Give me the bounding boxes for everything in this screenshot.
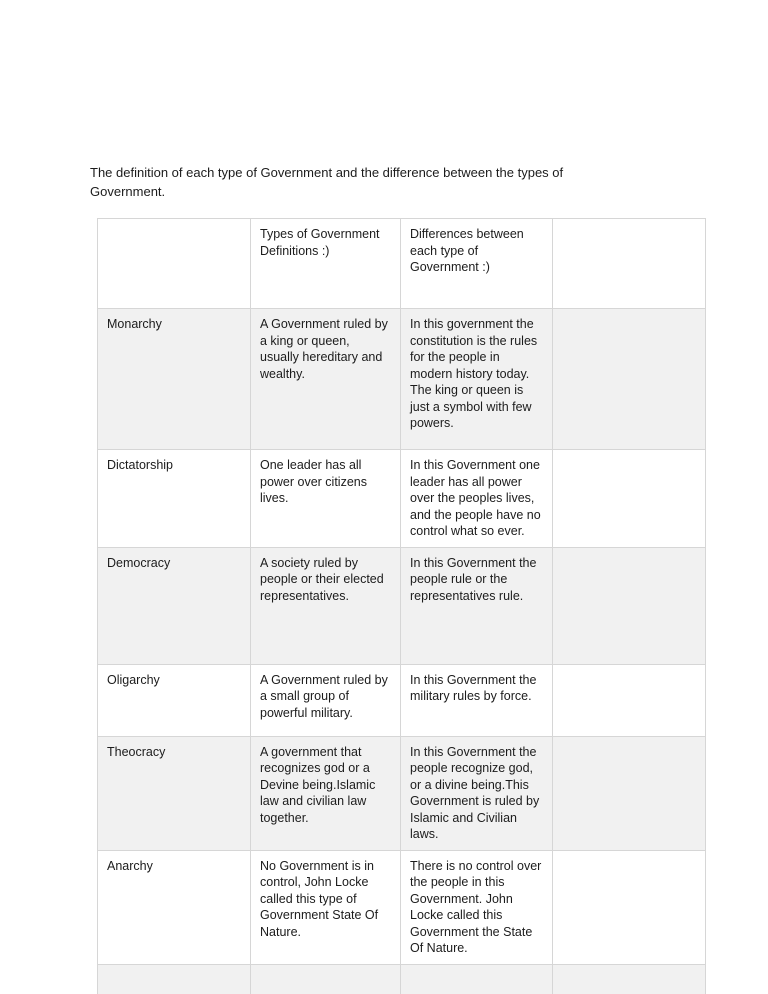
table-row-dictatorship [98, 450, 706, 548]
cell-difference: There is no control over the people in this Government. John Locke called this Government the State Of Nature. [401, 850, 553, 964]
cell-empty [98, 964, 251, 994]
table-row-oligarchy [98, 664, 706, 736]
cell-extra [553, 664, 706, 736]
table-row-monarchy [98, 309, 706, 450]
cell-empty [553, 964, 706, 994]
cell-definition: One leader has all power over citizens lives. [251, 450, 401, 548]
cell-empty [251, 964, 401, 994]
cell-definition: A society ruled by people or their elected representatives. [251, 547, 401, 664]
cell-extra [553, 450, 706, 548]
cell-type: Theocracy [98, 736, 251, 850]
cell-extra [553, 736, 706, 850]
cell-empty [401, 964, 553, 994]
cell-difference: In this Government the people recognize god, or a divine being.This Government is ruled by Islamic and Civilian laws. [401, 736, 553, 850]
table-row-democracy [98, 547, 706, 664]
cell-difference: In this Government one leader has all power over the peoples lives, and the people have no control what so ever. [401, 450, 553, 548]
intro-paragraph: The definition of each type of Government and the difference between the types of Government. [90, 165, 564, 199]
header-cell-blank-2 [553, 219, 706, 309]
cell-type: Dictatorship [98, 450, 251, 548]
table-row-anarchy [98, 850, 706, 964]
government-table [97, 218, 706, 994]
cell-type: Anarchy [98, 850, 251, 964]
cell-difference: In this government the constitution is the rules for the people in modern history today. The king or queen is just a symbol with few powers. [401, 309, 553, 450]
cell-definition: A Government ruled by a king or queen, usually hereditary and wealthy. [251, 309, 401, 450]
cell-type: Monarchy [98, 309, 251, 450]
cell-difference: In this Government the people rule or the representatives rule. [401, 547, 553, 664]
header-cell-blank [98, 219, 251, 309]
cell-definition: A government that recognizes god or a Devine being.Islamic law and civilian law together. [251, 736, 401, 850]
cell-extra [553, 850, 706, 964]
header-cell-definitions: Types of Government Definitions :) [251, 219, 401, 309]
cell-extra [553, 547, 706, 664]
cell-type: Democracy [98, 547, 251, 664]
cell-extra [553, 309, 706, 450]
cell-difference: In this Government the military rules by force. [401, 664, 553, 736]
cell-definition: No Government is in control, John Locke called this type of Government State Of Nature. [251, 850, 401, 964]
cell-type: Oligarchy [98, 664, 251, 736]
header-cell-differences: Differences between each type of Government :) [401, 219, 553, 309]
table-header-row [98, 219, 706, 309]
cell-definition: A Government ruled by a small group of powerful military. [251, 664, 401, 736]
table-row-theocracy [98, 736, 706, 850]
table-row-empty [98, 964, 706, 994]
